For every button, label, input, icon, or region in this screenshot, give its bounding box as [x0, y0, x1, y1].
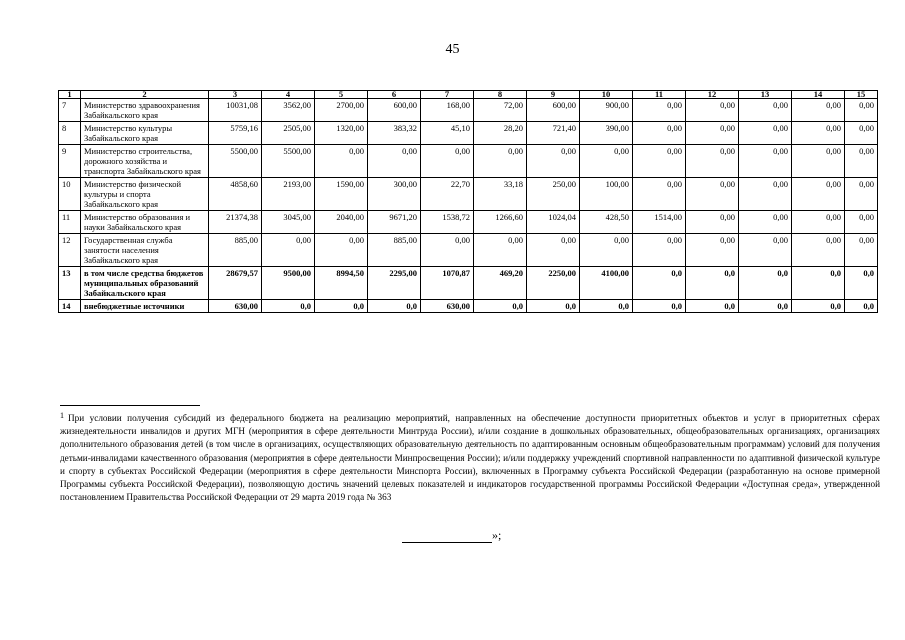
- table-cell: 0,00: [474, 234, 527, 267]
- table-cell: 630,00: [421, 300, 474, 313]
- row-number: 8: [59, 122, 81, 145]
- table-cell: 1538,72: [421, 211, 474, 234]
- closing-mark: [402, 528, 501, 543]
- footnote-separator: [60, 405, 200, 406]
- table-cell: 1514,00: [633, 211, 686, 234]
- blank-line: [402, 530, 492, 543]
- table-cell: 0,00: [845, 211, 878, 234]
- table-cell: 0,00: [686, 99, 739, 122]
- table-cell: 428,50: [580, 211, 633, 234]
- table-cell: 3045,00: [262, 211, 315, 234]
- table-cell: 0,00: [633, 234, 686, 267]
- table-body: [59, 99, 878, 313]
- table-cell: 0,00: [368, 145, 421, 178]
- column-header: 15: [845, 91, 878, 99]
- table-row: [59, 211, 878, 234]
- table-cell: 885,00: [209, 234, 262, 267]
- closing-quote: »;: [492, 528, 502, 542]
- table-cell: 2505,00: [262, 122, 315, 145]
- table-cell: 0,00: [580, 145, 633, 178]
- table-cell: 0,00: [686, 211, 739, 234]
- table-cell: 0,0: [633, 267, 686, 300]
- table-cell: 4858,60: [209, 178, 262, 211]
- table-row: [59, 267, 878, 300]
- row-name: Министерство строительства, дорожного хозяйства и транспорта Забайкальского края: [81, 145, 209, 178]
- table-cell: 0,00: [686, 234, 739, 267]
- column-header: 8: [474, 91, 527, 99]
- table-cell: 2700,00: [315, 99, 368, 122]
- table-cell: 383,32: [368, 122, 421, 145]
- table-cell: 600,00: [368, 99, 421, 122]
- table-cell: 0,00: [686, 122, 739, 145]
- table-cell: 0,00: [792, 145, 845, 178]
- table-cell: 0,00: [845, 178, 878, 211]
- table-cell: 0,00: [845, 234, 878, 267]
- column-header: 3: [209, 91, 262, 99]
- table-cell: 0,00: [580, 234, 633, 267]
- table-cell: 28679,57: [209, 267, 262, 300]
- table-cell: 0,0: [845, 300, 878, 313]
- table-cell: 0,0: [315, 300, 368, 313]
- table-cell: 600,00: [527, 99, 580, 122]
- row-number: 10: [59, 178, 81, 211]
- table-row: [59, 300, 878, 313]
- table-cell: 0,0: [262, 300, 315, 313]
- table-cell: 5500,00: [262, 145, 315, 178]
- table-cell: 0,00: [262, 234, 315, 267]
- table-row: [59, 234, 878, 267]
- footnote-text: При условии получения субсидий из федерального бюджета на реализацию мероприятий, направленных на обеспечение доступности приоритетных объектов и услуг в приоритетных сферах жизнедеятельности инвалидов и других МГН (мероприятия в сфере деятельности Минтруда России), и/или создание в дошкольных образовательных, общеобразовательных организациях, организациях дополнительного образования детей (в том числе в организациях, осуществляющих образовательную деятельность по адаптированным основным общеобразовательным программам) условий для получения детьми-инвалидами качественного образования (мероприятия в сфере деятельности Минпросвещения России); и/или поддержку учреждений спортивной направленности по адаптивной физической культуре и спорту в субъектах Российской Федерации (мероприятия в сфере деятельности Минспорта России), включенных в Программу субъекта Российской Федерации (разработанную на основе примерной Программы субъекта Российской Федерации), позволяющую достичь значений целевых показателей и индикаторов государственной программы Российской Федерации «Доступная среда», утвержденной постановлением Правительства Российской Федерации от 29 марта 2019 года № 363: [60, 413, 880, 503]
- table-cell: 1320,00: [315, 122, 368, 145]
- table-cell: 0,00: [421, 234, 474, 267]
- table-cell: 8994,50: [315, 267, 368, 300]
- table-cell: 0,00: [739, 211, 792, 234]
- column-header: 11: [633, 91, 686, 99]
- table-cell: 0,00: [845, 122, 878, 145]
- table-cell: 0,00: [792, 234, 845, 267]
- table-row: [59, 122, 878, 145]
- table-row: [59, 178, 878, 211]
- table-cell: 9500,00: [262, 267, 315, 300]
- table-cell: 5759,16: [209, 122, 262, 145]
- table-cell: 10031,08: [209, 99, 262, 122]
- table-cell: 0,00: [739, 99, 792, 122]
- row-name: Министерство образования и науки Забайкальского края: [81, 211, 209, 234]
- column-header: 5: [315, 91, 368, 99]
- table-cell: 0,00: [633, 122, 686, 145]
- table-cell: 0,0: [845, 267, 878, 300]
- table-cell: 0,0: [792, 300, 845, 313]
- table-cell: 630,00: [209, 300, 262, 313]
- table-cell: 1070,87: [421, 267, 474, 300]
- table-cell: 0,0: [633, 300, 686, 313]
- table-cell: 0,0: [739, 267, 792, 300]
- table-cell: 469,20: [474, 267, 527, 300]
- table-cell: 28,20: [474, 122, 527, 145]
- row-name: в том числе средства бюджетов муниципальных образований Забайкальского края: [81, 267, 209, 300]
- table-cell: 300,00: [368, 178, 421, 211]
- column-header: 6: [368, 91, 421, 99]
- row-name: Министерство здравоохранения Забайкальского края: [81, 99, 209, 122]
- column-header: 13: [739, 91, 792, 99]
- table-cell: 1590,00: [315, 178, 368, 211]
- table-cell: 0,0: [792, 267, 845, 300]
- table-cell: 885,00: [368, 234, 421, 267]
- table-cell: 900,00: [580, 99, 633, 122]
- table-cell: 1266,60: [474, 211, 527, 234]
- table-cell: 0,00: [845, 99, 878, 122]
- row-number: 12: [59, 234, 81, 267]
- row-number: 13: [59, 267, 81, 300]
- table-cell: 0,00: [474, 145, 527, 178]
- table-row: [59, 99, 878, 122]
- table-cell: 721,40: [527, 122, 580, 145]
- column-header: 9: [527, 91, 580, 99]
- table-cell: 1024,04: [527, 211, 580, 234]
- table-header-row: [59, 91, 878, 99]
- table-cell: 4100,00: [580, 267, 633, 300]
- table-cell: 390,00: [580, 122, 633, 145]
- table-cell: 0,0: [686, 267, 739, 300]
- table-cell: 0,00: [633, 99, 686, 122]
- table-cell: 0,00: [792, 178, 845, 211]
- table-cell: 0,0: [686, 300, 739, 313]
- table-cell: 0,0: [474, 300, 527, 313]
- row-number: 7: [59, 99, 81, 122]
- table-cell: 0,00: [315, 234, 368, 267]
- table-cell: 45,10: [421, 122, 474, 145]
- table-cell: 0,00: [527, 145, 580, 178]
- table-cell: 0,00: [686, 145, 739, 178]
- column-header: 2: [81, 91, 209, 99]
- row-name: Министерство физической культуры и спорта Забайкальского края: [81, 178, 209, 211]
- table-row: [59, 145, 878, 178]
- table-cell: 0,00: [633, 145, 686, 178]
- budget-table: [58, 90, 878, 313]
- column-header: 7: [421, 91, 474, 99]
- table-cell: 0,0: [368, 300, 421, 313]
- row-number: 11: [59, 211, 81, 234]
- table-cell: 3562,00: [262, 99, 315, 122]
- table-cell: 0,00: [315, 145, 368, 178]
- column-header: 4: [262, 91, 315, 99]
- table-cell: 0,00: [792, 211, 845, 234]
- table-cell: 0,00: [633, 178, 686, 211]
- page-number: 45: [445, 42, 460, 57]
- row-name: Государственная служба занятости населения Забайкальского края: [81, 234, 209, 267]
- table-cell: 0,00: [845, 145, 878, 178]
- table-cell: 2295,00: [368, 267, 421, 300]
- table-cell: 0,00: [739, 178, 792, 211]
- table-cell: 0,00: [739, 145, 792, 178]
- footnote-marker: 1: [60, 411, 64, 420]
- footnote: [60, 412, 880, 504]
- table-cell: 0,0: [580, 300, 633, 313]
- table-cell: 33,18: [474, 178, 527, 211]
- table-cell: 100,00: [580, 178, 633, 211]
- table-cell: 0,00: [739, 122, 792, 145]
- row-name: Министерство культуры Забайкальского края: [81, 122, 209, 145]
- column-header: 12: [686, 91, 739, 99]
- row-name: внебюджетные источники: [81, 300, 209, 313]
- column-header: 14: [792, 91, 845, 99]
- table-cell: 9671,20: [368, 211, 421, 234]
- column-header: 1: [59, 91, 81, 99]
- table-cell: 5500,00: [209, 145, 262, 178]
- table-cell: 250,00: [527, 178, 580, 211]
- column-header: 10: [580, 91, 633, 99]
- table-cell: 0,0: [527, 300, 580, 313]
- row-number: 14: [59, 300, 81, 313]
- table-cell: 0,00: [739, 234, 792, 267]
- table-cell: 0,00: [792, 99, 845, 122]
- table-cell: 168,00: [421, 99, 474, 122]
- table-cell: 0,00: [527, 234, 580, 267]
- table-cell: 2250,00: [527, 267, 580, 300]
- table-cell: 21374,38: [209, 211, 262, 234]
- table-cell: 2193,00: [262, 178, 315, 211]
- table-cell: 0,0: [739, 300, 792, 313]
- table-cell: 0,00: [421, 145, 474, 178]
- table-cell: 22,70: [421, 178, 474, 211]
- table-cell: 72,00: [474, 99, 527, 122]
- table-cell: 2040,00: [315, 211, 368, 234]
- table-cell: 0,00: [792, 122, 845, 145]
- table-cell: 0,00: [686, 178, 739, 211]
- row-number: 9: [59, 145, 81, 178]
